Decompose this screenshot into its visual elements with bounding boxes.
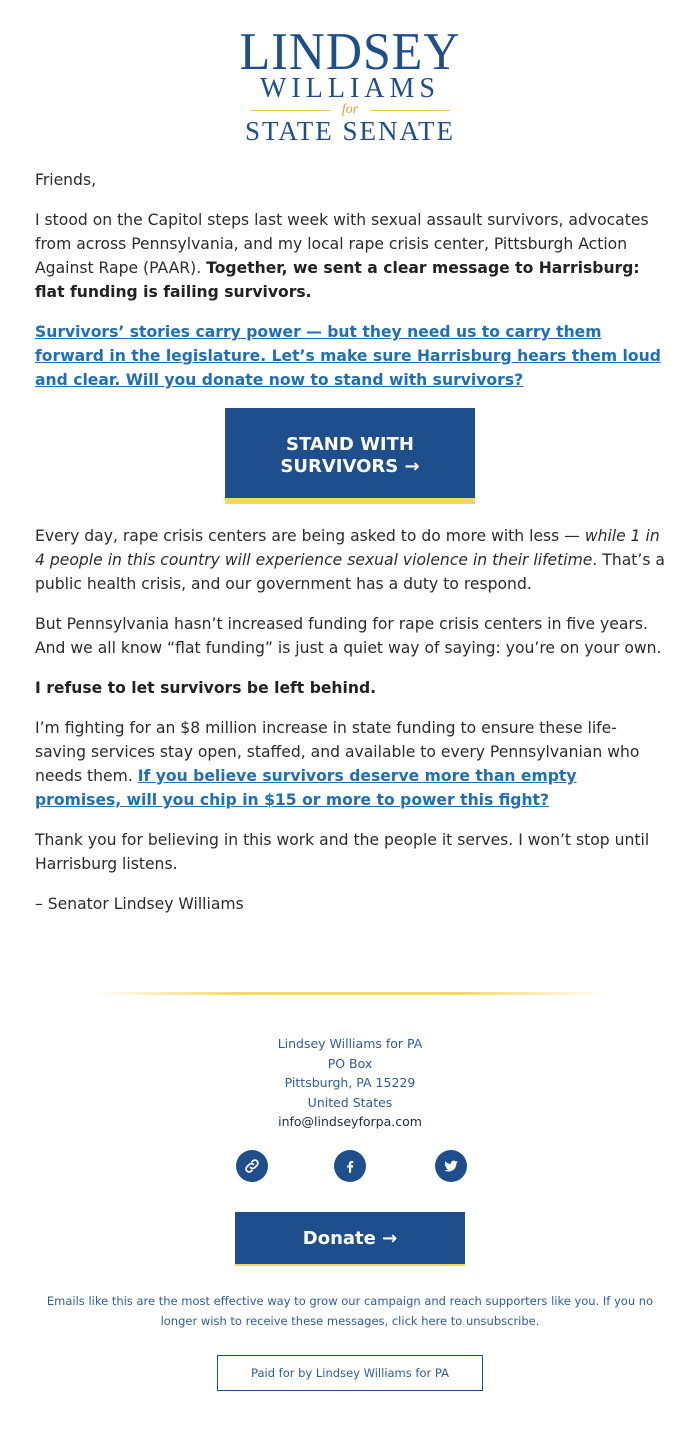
facebook-icon[interactable] <box>334 1150 366 1182</box>
paragraph-thanks: Thank you for believing in this work and the people it serves. I won’t stop until Harrisburg listens. <box>35 831 650 873</box>
address-box: PO Box <box>327 1055 373 1071</box>
gold-divider <box>90 992 610 995</box>
stand-with-survivors-button[interactable] <box>225 408 475 504</box>
email-body <box>35 168 665 932</box>
cta-line-2: SURVIVORS → <box>280 456 420 477</box>
twitter-icon[interactable] <box>435 1150 467 1182</box>
paid-for-disclaimer: Paid for by Lindsey Williams for PA <box>217 1355 483 1391</box>
logo-for: for <box>0 102 700 118</box>
paragraph-refuse <box>35 676 665 700</box>
paragraph-crisis-text-2: . That’s a public health crisis, and our government has a duty to respond. <box>35 551 665 593</box>
paragraph-crisis-italic: while 1 in 4 people in this country will experience sexual violence in their lifetime <box>35 527 660 569</box>
address-country: United States <box>307 1094 393 1110</box>
paragraph-capitol-bold: Together, we sent a clear message to Harrisburg: flat funding is failing survivors. <box>35 259 640 301</box>
logo-name: LINDSEY <box>239 21 461 81</box>
chip-in-link[interactable]: If you believe survivors deserve more than empty promises, will you chip in $15 or more to power this fight? <box>35 767 577 809</box>
paragraph-capitol <box>35 208 665 304</box>
paragraph-crisis <box>35 524 665 596</box>
cta-container <box>35 408 665 504</box>
address-city: Pittsburgh, PA 15229 <box>284 1075 416 1090</box>
donate-survivors-link[interactable]: Survivors’ stories carry power — but they need us to carry them forward in the legislature. Let’s make sure Harrisburg hears them loud and clear. Will you donate now to stand with survivors? <box>35 323 661 389</box>
paragraph-fighting <box>35 716 665 812</box>
donate-button[interactable]: Donate → <box>235 1212 465 1266</box>
cta-line-1: STAND WITH <box>286 434 414 455</box>
campaign-logo <box>0 21 700 146</box>
unsubscribe-text[interactable]: Emails like this are the most effective way to grow our campaign and reach supporters like you. If you no longer wish to receive these messages, click here to unsubscribe. <box>46 1294 654 1328</box>
logo-surname: WILLIAMS <box>260 73 440 104</box>
address-org: Lindsey Williams for PA <box>277 1036 423 1051</box>
paragraph-donate-link <box>35 320 665 392</box>
logo-office: STATE SENATE <box>244 116 456 146</box>
paragraph-crisis-text: Every day, rape crisis centers are being asked to do more with less — <box>35 527 585 545</box>
link-icon[interactable] <box>236 1150 268 1182</box>
greeting: Friends, <box>35 171 97 189</box>
paragraph-fighting-text: I’m fighting for an $8 million increase in state funding to ensure these life-saving services stay open, staffed, and available to every Pennsylvanian who needs them. <box>35 719 640 785</box>
address-email[interactable]: info@lindseyforpa.com <box>278 1114 422 1129</box>
signoff: – Senator Lindsey Williams <box>35 895 244 913</box>
paragraph-capitol-text: I stood on the Capitol steps last week with sexual assault survivors, advocates from across Pennsylvania, and my local rape crisis center, Pittsburgh Action Against Rape (PAAR). <box>35 211 649 277</box>
footer-address <box>0 1034 700 1132</box>
paragraph-funding: But Pennsylvania hasn’t increased funding for rape crisis centers in five years. And we all know “flat funding” is just a quiet way of saying: you’re on your own. <box>35 615 662 657</box>
paragraph-refuse-bold: I refuse to let survivors be left behind. <box>35 679 377 697</box>
